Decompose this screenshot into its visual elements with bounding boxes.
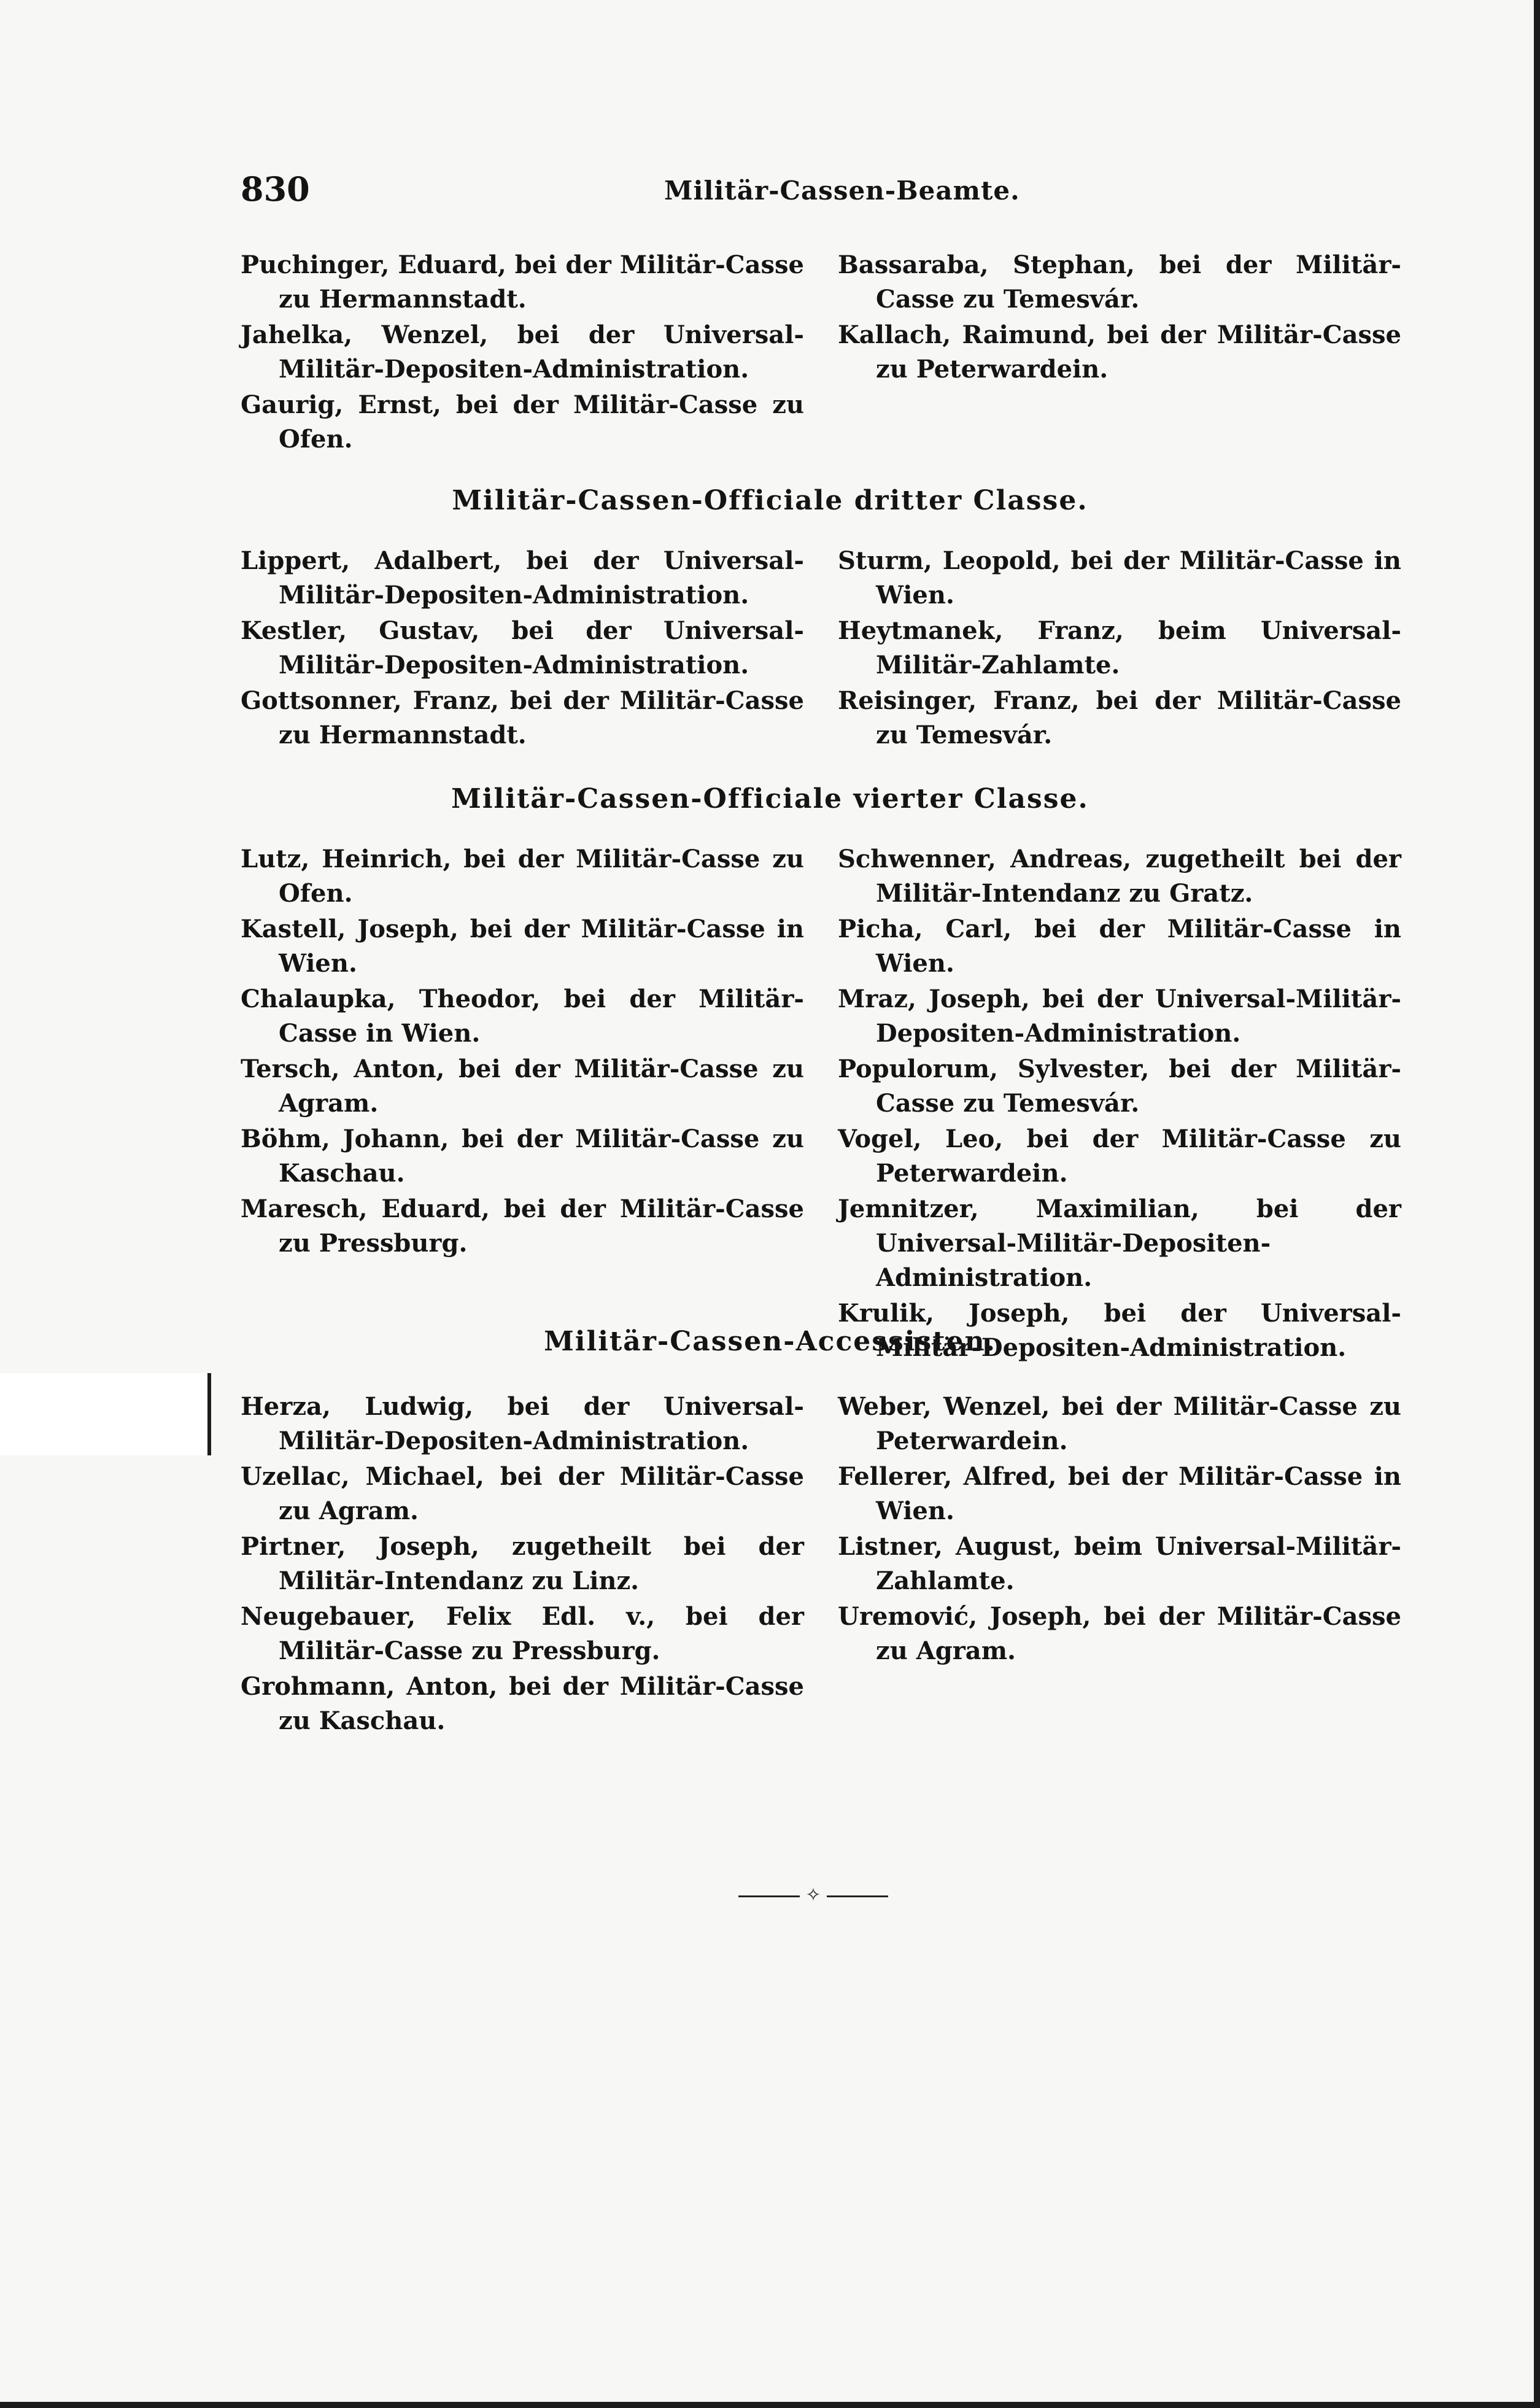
section-2-left-column — [241, 842, 804, 1262]
list-item: Uremović, Joseph, bei der Militär-Casse zu Agram. — [838, 1602, 1401, 1665]
section-3-right-column — [838, 1390, 1401, 1670]
list-item: Gaurig, Ernst, bei der Militär-Casse zu Ofen. — [241, 390, 804, 454]
list-item: Lippert, Adalbert, bei der Universal-Militär-Depositen-Administration. — [241, 546, 804, 610]
list-item: Krulik, Joseph, bei der Universal-Militär-Depositen-Administration. — [838, 1299, 1401, 1362]
list-item: Herza, Ludwig, bei der Universal-Militär-Depositen-Administration. — [241, 1392, 804, 1455]
section-0-right-column — [838, 248, 1401, 388]
section-1-left-column — [241, 544, 804, 754]
list-item: Listner, August, beim Universal-Militär-Zahlamte. — [838, 1532, 1401, 1595]
list-item: Heytmanek, Franz, beim Universal-Militär-Zahlamte. — [838, 616, 1401, 679]
ornament-line-left — [738, 1895, 800, 1897]
list-item: Tersch, Anton, bei der Militär-Casse zu Agram. — [241, 1055, 804, 1118]
list-item: Kallach, Raimund, bei der Militär-Casse zu Peterwardein. — [838, 320, 1401, 384]
running-title: Militär-Cassen-Beamte. — [664, 176, 1020, 206]
section-3-left-column — [241, 1390, 804, 1740]
list-item: Maresch, Eduard, bei der Militär-Casse zu Pressburg. — [241, 1194, 804, 1258]
section-0-left-column — [241, 248, 804, 458]
list-item: Schwenner, Andreas, zugetheilt bei der Militär-Intendanz zu Gratz. — [838, 845, 1401, 908]
list-item: Puchinger, Eduard, bei der Militär-Casse zu Hermannstadt. — [241, 250, 804, 314]
page-header — [241, 169, 1407, 219]
list-item: Böhm, Johann, bei der Militär-Casse zu Kaschau. — [241, 1125, 804, 1188]
list-item: Jahelka, Wenzel, bei der Universal-Militär-Depositen-Administration. — [241, 320, 804, 384]
list-item: Reisinger, Franz, bei der Militär-Casse zu Temesvár. — [838, 686, 1401, 749]
list-item: Bassaraba, Stephan, bei der Militär-Casse zu Temesvár. — [838, 250, 1401, 314]
list-item: Uzellac, Michael, bei der Militär-Casse zu Agram. — [241, 1462, 804, 1525]
section-heading-dritter-classe: Militär-Cassen-Officiale dritter Classe. — [452, 485, 1088, 516]
list-item: Fellerer, Alfred, bei der Militär-Casse in Wien. — [838, 1462, 1401, 1525]
list-item: Kestler, Gustav, bei der Universal-Militär-Depositen-Administration. — [241, 616, 804, 679]
ornament-icon: ✧ — [805, 1884, 821, 1906]
ornament-line-right — [827, 1895, 888, 1897]
list-item: Sturm, Leopold, bei der Militär-Casse in Wien. — [838, 546, 1401, 610]
list-item: Populorum, Sylvester, bei der Militär-Casse zu Temesvár. — [838, 1055, 1401, 1118]
list-item: Jemnitzer, Maximilian, bei der Universal-Militär-Depositen-Administration. — [838, 1194, 1401, 1292]
section-heading-vierter-classe: Militär-Cassen-Officiale vierter Classe. — [451, 783, 1089, 815]
list-item: Grohmann, Anton, bei der Militär-Casse zu Kaschau. — [241, 1672, 804, 1735]
section-heading-accessisten: Militär-Cassen-Accessisten. — [544, 1326, 996, 1357]
list-item: Chalaupka, Theodor, bei der Militär-Casse in Wien. — [241, 985, 804, 1048]
list-item: Picha, Carl, bei der Militär-Casse in Wien. — [838, 915, 1401, 978]
page-number: 830 — [241, 169, 310, 209]
list-item: Weber, Wenzel, bei der Militär-Casse zu Peterwardein. — [838, 1392, 1401, 1455]
section-2-right-column — [838, 842, 1401, 1366]
list-item: Kastell, Joseph, bei der Militär-Casse in Wien. — [241, 915, 804, 978]
list-item: Vogel, Leo, bei der Militär-Casse zu Peterwardein. — [838, 1125, 1401, 1188]
list-item: Gottsonner, Franz, bei der Militär-Casse zu Hermannstadt. — [241, 686, 804, 749]
list-item: Mraz, Joseph, bei der Universal-Militär-Depositen-Administration. — [838, 985, 1401, 1048]
list-item: Pirtner, Joseph, zugetheilt bei der Militär-Intendanz zu Linz. — [241, 1532, 804, 1595]
list-item: Neugebauer, Felix Edl. v., bei der Militär-Casse zu Pressburg. — [241, 1602, 804, 1665]
section-1-right-column — [838, 544, 1401, 754]
list-item: Lutz, Heinrich, bei der Militär-Casse zu Ofen. — [241, 845, 804, 908]
ornament-divider — [718, 1884, 908, 1906]
margin-tab — [0, 1373, 211, 1455]
